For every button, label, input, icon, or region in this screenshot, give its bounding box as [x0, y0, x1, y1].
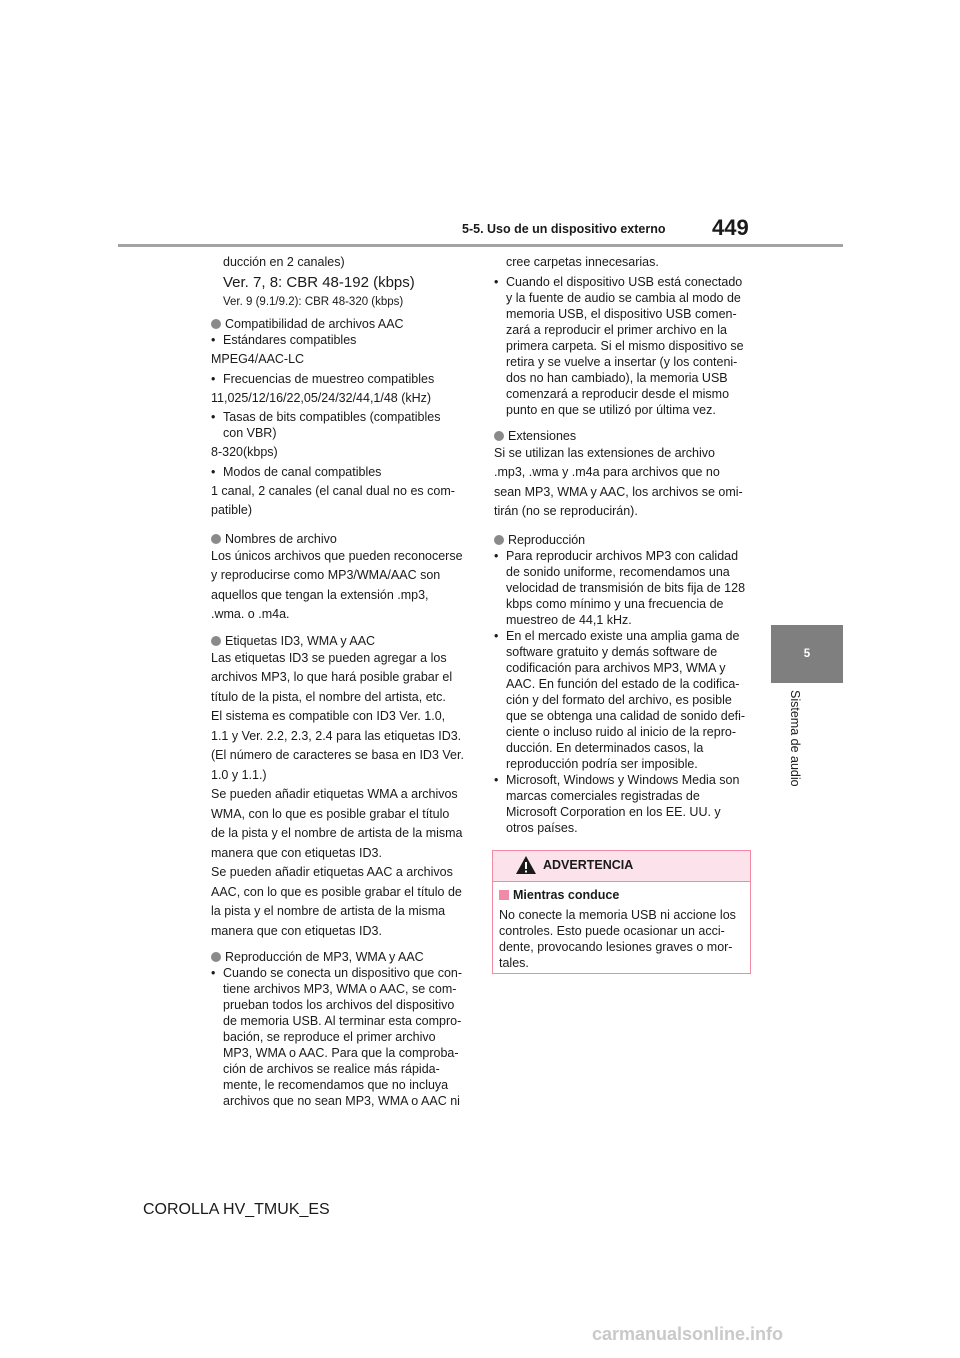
text-line: 8-320(kbps): [211, 445, 278, 459]
list-item: [211, 332, 473, 348]
text-line: manera que con etiquetas ID3.: [211, 845, 382, 860]
text-line: bación, se reproduce el primer archivo: [223, 1030, 436, 1044]
text-line: muestreo de 44,1 kHz.: [506, 612, 632, 627]
text-line: y reproducirse como MP3/WMA/AAC son: [211, 568, 441, 582]
text-line: MPEG4/AAC-LC: [211, 352, 305, 366]
heading-text: Reproducción: [508, 532, 586, 547]
text-line: título de la pista, el nombre del artista, etc.: [211, 689, 446, 704]
chapter-number: 5: [803, 648, 811, 660]
text-line: En el mercado existe una amplia gama de: [506, 628, 740, 643]
text-line: de memoria USB. Al terminar esta compro-: [223, 1014, 462, 1028]
text-line: Los únicos archivos que pueden reconocerse: [211, 548, 463, 563]
paragraph: [211, 547, 473, 625]
bullet-icon: •: [494, 772, 499, 787]
text-line: comenzará a reproducir desde el mismo: [506, 386, 730, 401]
text-line: archivos MP3, lo que hará posible grabar el: [211, 670, 453, 684]
heading-text: Compatibilidad de archivos AAC: [225, 317, 404, 331]
text-line: aquellos que tengan la extensión .mp3,: [211, 587, 429, 602]
text-line: ducción. En determinados casos, la: [506, 740, 704, 755]
bullet-icon: •: [211, 464, 216, 479]
warning-subtitle: Mientras conduce: [513, 888, 620, 902]
text-line: retira y se vuelve a insertar (y los conteni-: [506, 354, 738, 369]
list-item: [211, 965, 473, 1109]
bullet-dot-icon: [211, 319, 221, 329]
chapter-label: Sistema de audio: [788, 690, 802, 787]
list-text: [506, 548, 756, 628]
text-line: primera carpeta. Si el mismo dispositivo se: [506, 338, 744, 353]
bullet-icon: •: [494, 548, 499, 563]
warning-subheading: [499, 887, 744, 903]
text-line: Ver. 9 (9.1/9.2): CBR 48-320 (kbps): [223, 296, 404, 308]
text-line: memoria USB, el dispositivo USB comen-: [506, 306, 737, 321]
list-item: [494, 772, 756, 836]
chapter-tab: [771, 625, 843, 683]
text-line: Microsoft, Windows y Windows Media son: [506, 772, 740, 787]
text-line: cree carpetas innecesarias.: [506, 255, 659, 269]
text-line: Microsoft Corporation en los EE. UU. y: [506, 804, 721, 819]
text-line: Cuando el dispositivo USB está conectado: [506, 274, 743, 289]
text-line: patible): [211, 503, 252, 517]
list-text: Estándares compatibles: [223, 333, 357, 347]
text-line: No conecte la memoria USB ni accione los: [499, 908, 736, 922]
text-line: 11,025/12/16/22,05/24/32/44,1/48 (kHz): [211, 390, 432, 405]
footer-model: COROLLA HV_TMUK_ES: [143, 1201, 330, 1218]
bullet-dot-icon: [211, 952, 221, 962]
list-text: [223, 965, 473, 1109]
list-item: [494, 274, 756, 418]
bullet-heading: [494, 532, 756, 548]
bullet-heading: [494, 428, 756, 444]
text-line: y la fuente de audio se cambia al modo de: [506, 290, 741, 305]
text-line: ciente o incluso ruido al inicio de la repro-: [506, 724, 736, 739]
list-text: con VBR): [223, 426, 277, 440]
text-line: AAC. En función del estado de la codifica-: [506, 676, 740, 691]
header-rule: [118, 244, 843, 247]
warning-box: [492, 850, 751, 974]
bullet-heading: [211, 531, 473, 547]
text-line: la pista y el nombre de artista de la misma: [211, 904, 446, 918]
chapter-label-wrap: [784, 690, 804, 810]
bullet-icon: •: [211, 966, 216, 980]
text-line: manera que con etiquetas ID3.: [211, 923, 382, 938]
text-line: .mp3, .wma y .m4a para archivos que no: [494, 465, 720, 479]
text-line: 1.1 y Ver. 2.2, 2.3, 2.4 para las etiquetas ID3.: [211, 728, 462, 743]
warning-header: [493, 851, 750, 882]
list-text: [506, 274, 756, 418]
list-text: Frecuencias de muestreo compatibles: [223, 371, 435, 386]
text-line: dente, provocando lesiones graves o mor-: [499, 940, 733, 954]
bullet-heading: [211, 316, 473, 332]
list-item: [211, 464, 473, 480]
heading-text: Nombres de archivo: [225, 531, 337, 546]
text-line: codificación para archivos MP3, WMA y: [506, 660, 726, 675]
text-line: 1.0 y 1.1.): [211, 767, 267, 782]
bullet-heading: [211, 633, 473, 649]
text-line: marcas comerciales registradas de: [506, 788, 700, 803]
paragraph: [494, 444, 756, 522]
text-line: tiene archivos MP3, WMA o AAC, se com-: [223, 982, 457, 996]
text-line: punto en que se utilizó por última vez.: [506, 402, 716, 417]
text-line: de sonido uniforme, recomendamos una: [506, 564, 730, 579]
bullet-icon: •: [494, 628, 499, 643]
list-text: [506, 628, 756, 772]
text-line: zará a reproducir el primer archivo en la: [506, 322, 727, 337]
text-line: tirán (no se reproducirán).: [494, 504, 638, 518]
bullet-dot-icon: [211, 534, 221, 544]
bullet-dot-icon: [211, 636, 221, 646]
paragraph: [211, 649, 473, 942]
text-line: Las etiquetas ID3 se pueden agregar a los: [211, 650, 447, 665]
text-line: ción de archivos se realice más rápida-: [223, 1062, 440, 1076]
text-line: controles. Esto puede ocasionar un acci-: [499, 924, 725, 938]
text-line: Cuando se conecta un dispositivo que con-: [223, 966, 463, 980]
text-line: archivos que no sean MP3, WMA o AAC ni: [223, 1094, 460, 1108]
text-line: de la pista y el nombre de artista de la misma: [211, 826, 463, 840]
text-line: .wma. o .m4a.: [211, 607, 290, 621]
text-line: sean MP3, WMA y AAC, los archivos se omi-: [494, 484, 743, 499]
text-line: AAC, con lo que es posible grabar el título de: [211, 884, 462, 899]
text-line: Ver. 7, 8: CBR 48-192 (kbps): [223, 273, 415, 291]
bullet-icon: •: [494, 274, 499, 289]
list-item: [494, 548, 756, 628]
text-line: Para reproducir archivos MP3 con calidad: [506, 548, 739, 563]
text-line: tales.: [499, 956, 529, 970]
text-line: ducción en 2 canales): [223, 255, 345, 269]
heading-text: Extensiones: [508, 428, 577, 443]
text-line: dos no han cambiado), la memoria USB: [506, 370, 728, 385]
text-line: software gratuito y demás software de: [506, 644, 718, 659]
text-line: mente, le recomendamos que no incluya: [223, 1078, 449, 1092]
text-line: otros países.: [506, 820, 578, 835]
bullet-dot-icon: [494, 535, 504, 545]
watermark: carmanualsonline.info: [592, 1324, 784, 1344]
bullet-icon: •: [211, 410, 216, 424]
warning-triangle-icon: [515, 855, 537, 875]
warning-title: ADVERTENCIA: [543, 858, 634, 872]
right-column: [494, 254, 756, 836]
heading-text: Reproducción de MP3, WMA y AAC: [225, 950, 424, 964]
text-line: ción y del formato del archivo, es posible: [506, 692, 732, 707]
text-line: (El número de caracteres se basa en ID3 Ver.: [211, 748, 464, 762]
text-line: que se obtenga una calidad de sonido defi-: [506, 708, 746, 723]
text-line: Se pueden añadir etiquetas WMA a archivos: [211, 787, 458, 801]
bullet-icon: •: [211, 333, 216, 347]
warning-body: [493, 882, 750, 971]
list-text: Modos de canal compatibles: [223, 464, 382, 479]
text-line: Se pueden añadir etiquetas AAC a archivos: [211, 865, 453, 879]
text-line: prueban todos los archivos del dispositivo: [223, 998, 455, 1012]
page-number: 449: [712, 215, 749, 240]
text-line: El sistema es compatible con ID3 Ver. 1.0,: [211, 709, 446, 723]
bullet-dot-icon: [494, 431, 504, 441]
bullet-heading: [211, 949, 473, 965]
list-item: [211, 371, 473, 387]
list-item: [494, 628, 756, 772]
list-text: [506, 772, 756, 836]
list-text: Tasas de bits compatibles (compatibles: [223, 410, 441, 424]
text-line: Si se utilizan las extensiones de archivo: [494, 445, 715, 460]
section-title: 5-5. Uso de un dispositivo externo: [462, 222, 666, 236]
heading-text: Etiquetas ID3, WMA y AAC: [225, 633, 376, 648]
left-column: [211, 254, 473, 1109]
bullet-icon: •: [211, 371, 216, 386]
text-line: WMA, con lo que es posible grabar el título: [211, 806, 450, 821]
text-line: reproducción podría ser imposible.: [506, 756, 698, 771]
list-item: [211, 409, 473, 441]
text-line: kbps como mínimo y una frecuencia de: [506, 596, 724, 611]
square-bullet-icon: [499, 890, 509, 900]
text-line: velocidad de transmisión de bits fija de 128: [506, 580, 746, 595]
text-line: 1 canal, 2 canales (el canal dual no es com-: [211, 483, 455, 498]
text-line: MP3, WMA o AAC. Para que la comproba-: [223, 1046, 459, 1060]
